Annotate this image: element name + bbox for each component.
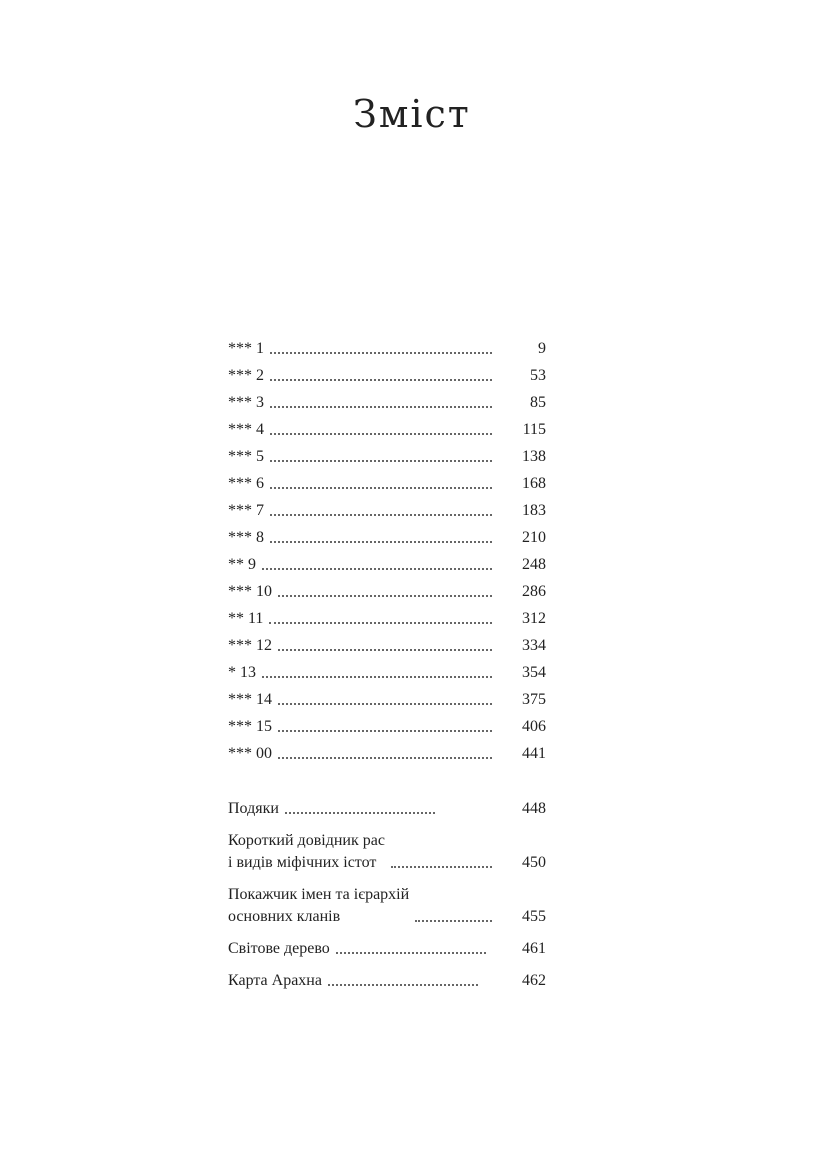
- dot-leader: [270, 379, 492, 381]
- toc-entry-label: *** 5: [228, 448, 264, 465]
- toc-entry-page: 334: [522, 637, 546, 654]
- dot-leader: [391, 866, 492, 868]
- back-matter-entry[interactable]: [228, 798, 546, 820]
- dot-leader: [270, 406, 492, 408]
- toc-entry-page: 286: [522, 583, 546, 600]
- dot-leader: [415, 920, 492, 922]
- back-matter-list: [228, 798, 546, 992]
- toc-entry-label: *** 2: [228, 367, 264, 384]
- toc-entry-page: 375: [522, 691, 546, 708]
- toc-entry[interactable]: [228, 521, 546, 548]
- dot-leader: [270, 541, 492, 543]
- toc-entry[interactable]: [228, 683, 546, 710]
- toc-entry-page: 441: [522, 745, 546, 762]
- toc-entry-label: *** 4: [228, 421, 264, 438]
- toc-entry-label: *** 10: [228, 583, 272, 600]
- toc-entry[interactable]: [228, 386, 546, 413]
- back-matter-label-line: Покажчик імен та ієрархій: [228, 886, 410, 903]
- back-matter-label: [228, 970, 322, 992]
- toc-entry-label: ** 9: [228, 556, 256, 573]
- toc-entry[interactable]: [228, 602, 546, 629]
- toc-entry-page: 53: [530, 367, 546, 384]
- toc-entry-page: 168: [522, 475, 546, 492]
- dot-leader: [270, 514, 492, 516]
- back-matter-page: 450: [522, 854, 546, 871]
- back-matter-label: [228, 938, 330, 960]
- toc-entry-label: ** 11: [228, 610, 264, 627]
- back-matter-entry[interactable]: [228, 884, 546, 928]
- toc-entry[interactable]: [228, 656, 546, 683]
- back-matter-page: 448: [522, 800, 546, 817]
- toc-entry[interactable]: [228, 413, 546, 440]
- back-matter-label-line: Подяки: [228, 800, 279, 817]
- toc-entry[interactable]: [228, 359, 546, 386]
- dot-leader: [270, 460, 492, 462]
- dot-leader: [270, 487, 492, 489]
- toc-entry-page: 312: [522, 610, 546, 627]
- toc-entry[interactable]: [228, 575, 546, 602]
- dot-leader: [270, 352, 492, 354]
- back-matter-entry[interactable]: [228, 830, 546, 874]
- toc-entry-label: *** 15: [228, 718, 272, 735]
- dot-leader: [285, 812, 435, 814]
- toc-entry[interactable]: [228, 548, 546, 575]
- toc-entry-label: *** 00: [228, 745, 272, 762]
- dot-leader: [278, 649, 492, 651]
- back-matter-page: 455: [522, 908, 546, 925]
- dot-leader: [328, 984, 478, 986]
- table-of-contents: [228, 332, 546, 1002]
- toc-entry[interactable]: [228, 494, 546, 521]
- dot-leader: [278, 730, 492, 732]
- toc-entry-page: 183: [522, 502, 546, 519]
- toc-entry-page: 115: [522, 421, 546, 438]
- toc-entry-page: 85: [530, 394, 546, 411]
- toc-entry[interactable]: [228, 737, 546, 764]
- toc-entry-page: 210: [522, 529, 546, 546]
- back-matter-entry[interactable]: [228, 938, 546, 960]
- toc-entry-label: *** 8: [228, 529, 264, 546]
- toc-entry-page: 248: [522, 556, 546, 573]
- toc-entry-label: *** 14: [228, 691, 272, 708]
- back-matter-label: [228, 884, 409, 928]
- dot-leader: [278, 595, 492, 597]
- section-gap: [228, 764, 546, 798]
- back-matter-page: 461: [522, 940, 546, 957]
- toc-entry[interactable]: [228, 332, 546, 359]
- toc-entry-label: *** 6: [228, 475, 264, 492]
- back-matter-entry[interactable]: [228, 970, 546, 992]
- back-matter-label-line: основних кланів: [228, 908, 341, 925]
- dot-leader: [269, 622, 492, 624]
- back-matter-page: 462: [522, 972, 546, 989]
- back-matter-label-line: Карта Арахна: [228, 972, 322, 989]
- back-matter-label: [228, 798, 279, 820]
- dot-leader: [278, 703, 492, 705]
- toc-entry-label: *** 3: [228, 394, 264, 411]
- back-matter-label-line: Світове дерево: [228, 940, 330, 957]
- page-title: Зміст: [353, 92, 471, 136]
- toc-entry[interactable]: [228, 629, 546, 656]
- toc-entry-page: 138: [522, 448, 546, 465]
- dot-leader: [270, 433, 492, 435]
- toc-entry[interactable]: [228, 710, 546, 737]
- dot-leader: [262, 568, 492, 570]
- chapter-list: [228, 332, 546, 764]
- back-matter-label: [228, 830, 385, 874]
- toc-entry-label: * 13: [228, 664, 256, 681]
- toc-entry-label: *** 1: [228, 340, 264, 357]
- toc-entry[interactable]: [228, 440, 546, 467]
- dot-leader: [336, 952, 486, 954]
- toc-entry-label: *** 7: [228, 502, 264, 519]
- toc-entry-page: 354: [522, 664, 546, 681]
- back-matter-label-line: Короткий довідник рас: [228, 832, 385, 849]
- dot-leader: [262, 676, 492, 678]
- toc-entry-label: *** 12: [228, 637, 272, 654]
- toc-entry-page: 406: [522, 718, 546, 735]
- toc-entry[interactable]: [228, 467, 546, 494]
- back-matter-label-line: і видів міфічних істот: [228, 854, 377, 871]
- toc-entry-page: 9: [538, 340, 546, 357]
- dot-leader: [278, 757, 492, 759]
